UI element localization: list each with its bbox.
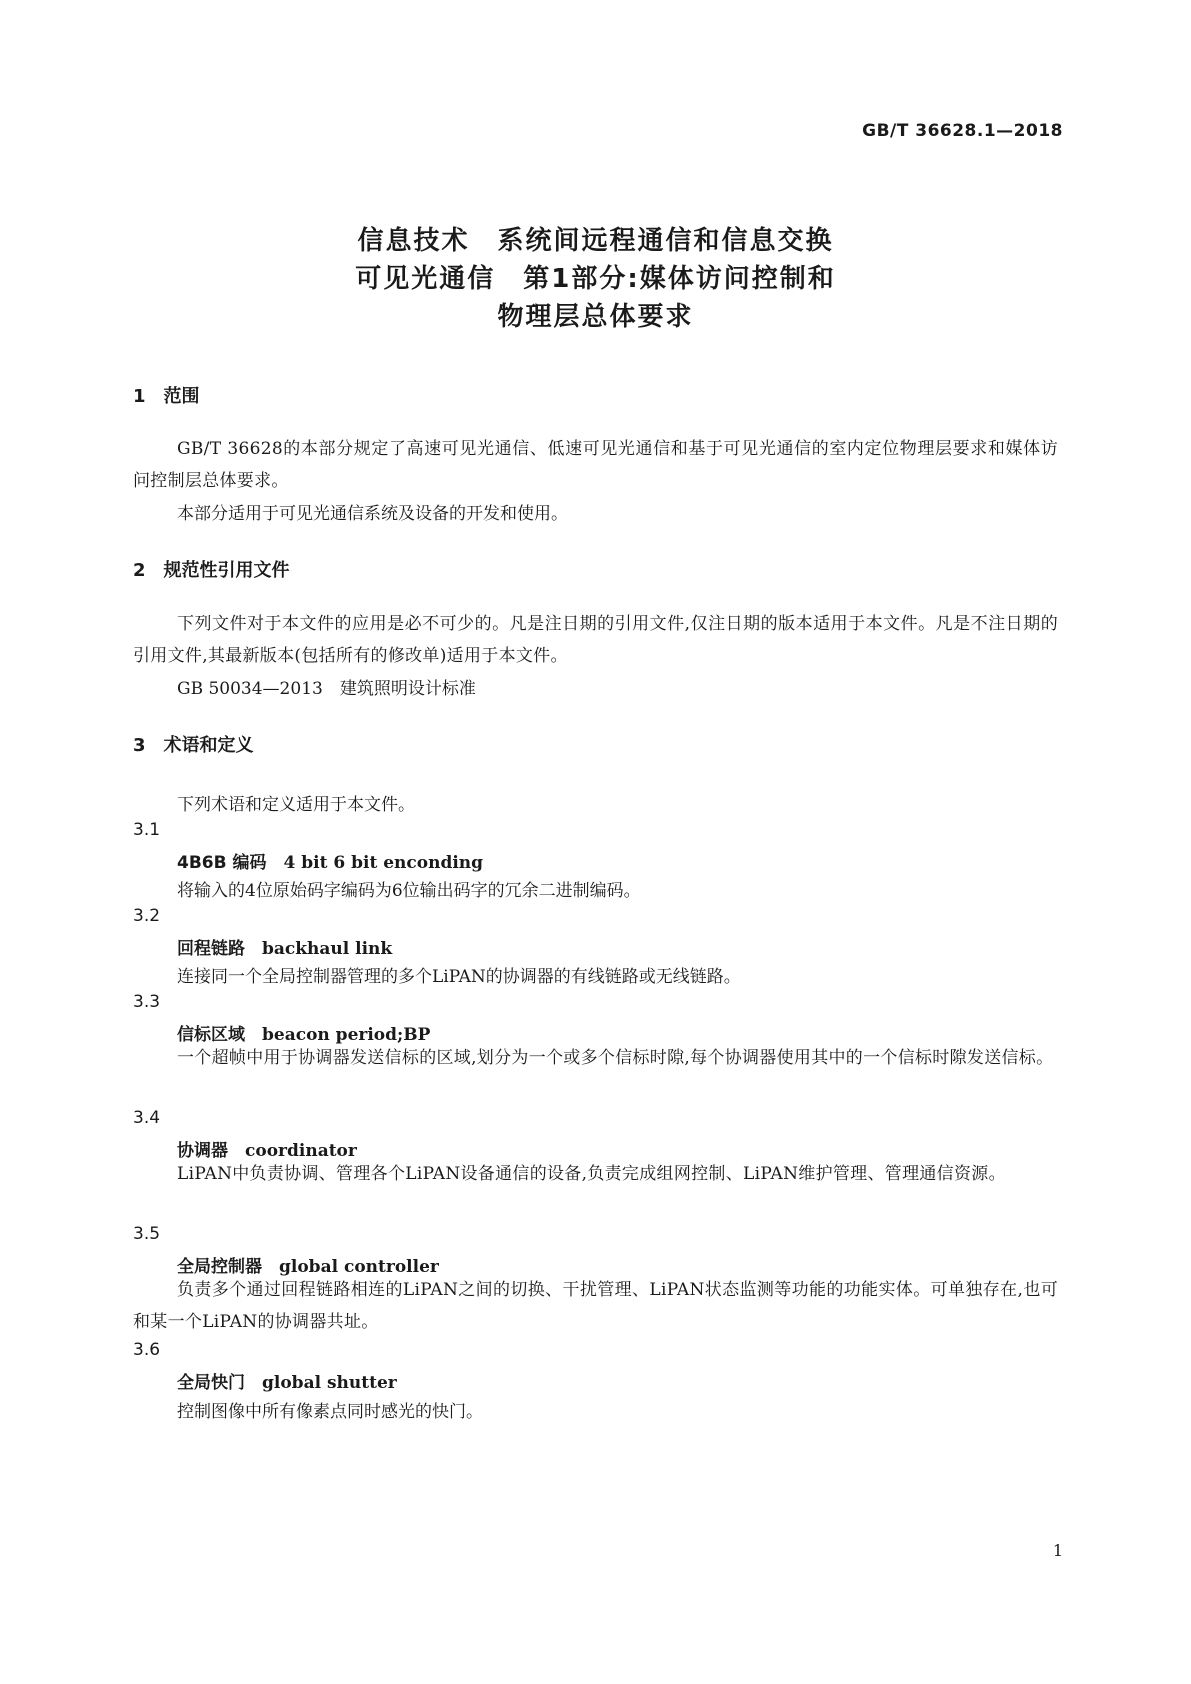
term-zh: 全局控制器 — [177, 1257, 262, 1277]
term-zh: 回程链路 — [177, 939, 245, 959]
term-definition: 连接同一个全局控制器管理的多个LiPAN的协调器的有线链路或无线链路。 — [177, 967, 741, 987]
term-heading — [177, 1368, 397, 1393]
title-line-3: 物理层总体要求 — [497, 302, 694, 332]
term-definition: 控制图像中所有像素点同时感光的快门。 — [177, 1402, 483, 1422]
term-en: 4 bit 6 bit enconding — [283, 853, 484, 873]
term-heading — [177, 934, 392, 959]
term-definition: 负责多个通过回程链路相连的LiPAN之间的切换、干扰管理、LiPAN状态监测等功能的功能实体。可单独存在,也可和某一个LiPAN的协调器共址。 — [133, 1280, 1058, 1332]
section-1-paragraph-1: GB/T 36628的本部分规定了高速可见光通信、低速可见光通信和基于可见光通信的室内定位物理层要求和媒体访问控制层总体要求。 — [133, 439, 1058, 491]
term-definition: LiPAN中负责协调、管理各个LiPAN设备通信的设备,负责完成组网控制、LiPAN维护管理、管理通信资源。 — [177, 1164, 1006, 1184]
term-en: backhaul link — [262, 939, 393, 959]
term-number: 3.6 — [133, 1340, 161, 1360]
term-en: global controller — [279, 1257, 439, 1277]
standard-number: GB/T 36628.1—2018 — [862, 121, 1063, 141]
section-2-heading: 2 规范性引用文件 — [133, 560, 290, 581]
term-en: coordinator — [245, 1141, 357, 1161]
term-number: 3.2 — [133, 906, 161, 926]
title-line-2: 可见光通信 第1部分:媒体访问控制和 — [355, 264, 836, 294]
section-1-paragraph-2: 本部分适用于可见光通信系统及设备的开发和使用。 — [177, 504, 568, 524]
normative-reference: GB 50034—2013 建筑照明设计标准 — [177, 679, 476, 699]
term-number: 3.5 — [133, 1224, 161, 1244]
page-number: 1 — [1052, 1541, 1063, 1560]
term-heading — [177, 848, 483, 873]
section-2-paragraph-1: 下列文件对于本文件的应用是必不可少的。凡是注日期的引用文件,仅注日期的版本适用于本文件。凡是不注日期的引用文件,其最新版本(包括所有的修改单)适用于本文件。 — [133, 614, 1058, 666]
term-zh: 4B6B 编码 — [177, 853, 267, 873]
title-line-1: 信息技术 系统间远程通信和信息交换 — [357, 226, 834, 256]
term-definition: 一个超帧中用于协调器发送信标的区域,划分为一个或多个信标时隙,每个协调器使用其中的一个信标时隙发送信标。 — [177, 1048, 1054, 1068]
term-number: 3.1 — [133, 820, 161, 840]
term-zh: 全局快门 — [177, 1373, 245, 1393]
section-3-intro: 下列术语和定义适用于本文件。 — [177, 795, 415, 815]
term-number: 3.3 — [133, 992, 161, 1012]
term-zh: 协调器 — [177, 1141, 228, 1161]
document-title — [0, 222, 1191, 336]
section-1-heading: 1 范围 — [133, 386, 200, 407]
term-number: 3.4 — [133, 1108, 161, 1128]
term-en: beacon period;BP — [262, 1025, 431, 1045]
section-3-heading: 3 术语和定义 — [133, 735, 254, 756]
term-definition: 将输入的4位原始码字编码为6位输出码字的冗余二进制编码。 — [177, 881, 641, 901]
term-zh: 信标区域 — [177, 1025, 245, 1045]
term-en: global shutter — [262, 1373, 397, 1393]
